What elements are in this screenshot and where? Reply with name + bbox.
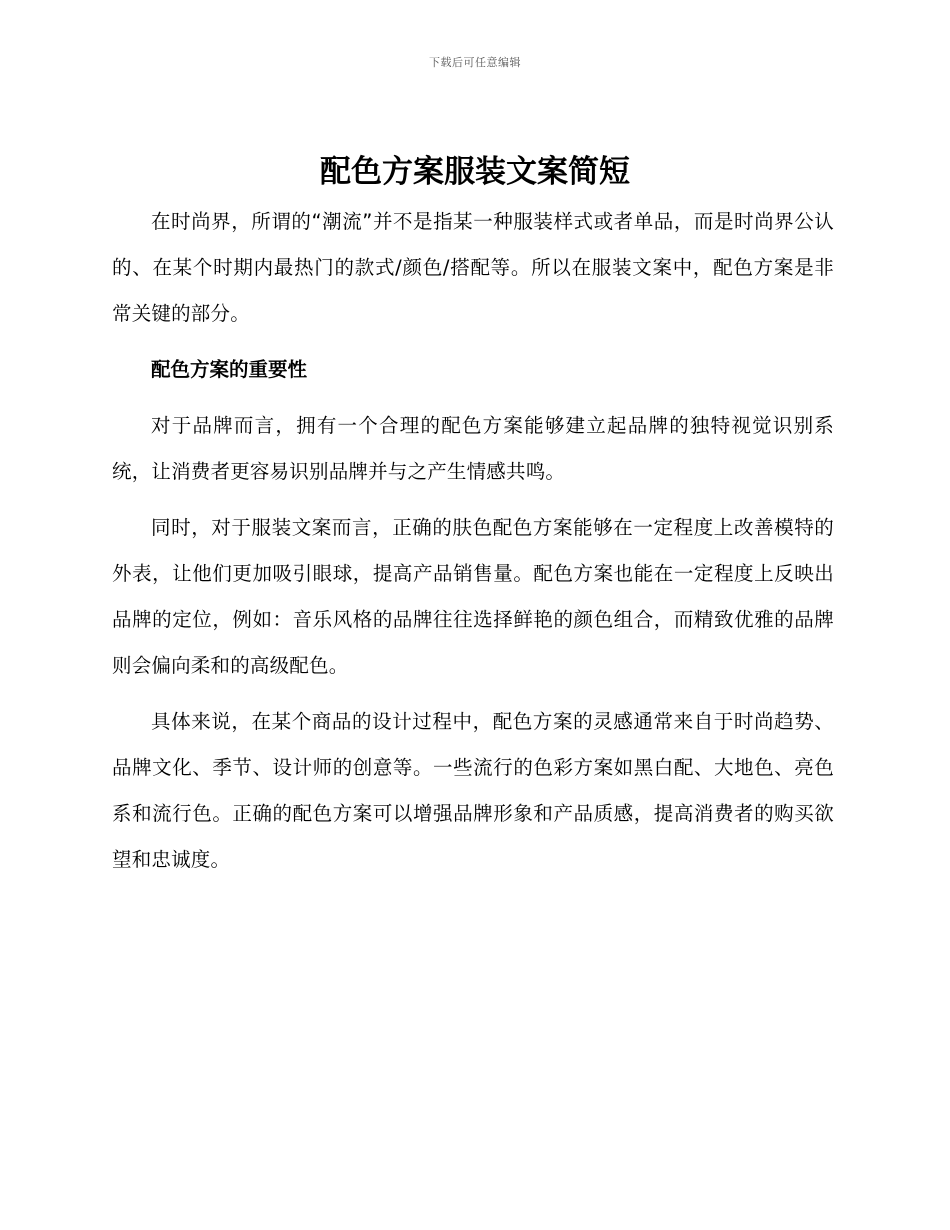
body-paragraph-brand: 对于品牌而言，拥有一个合理的配色方案能够建立起品牌的独特视觉识别系统，让消费者更容易识别品牌并与之产生情感共鸣。 bbox=[112, 414, 834, 483]
document-title: 配色方案服装文案简短 bbox=[320, 154, 630, 190]
body-paragraph-copy: 同时，对于服装文案而言，正确的肤色配色方案能够在一定程度上改善模特的外表，让他们更加吸引眼球，提高产品销售量。配色方案也能在一定程度上反映出品牌的定位，例如：音乐风格的品牌往往选择鲜艳的颜色组合，而精致优雅的品牌则会偏向柔和的高级配色。 bbox=[112, 516, 834, 677]
header-note: 下载后可任意编辑 bbox=[429, 56, 521, 69]
intro-paragraph: 在时尚界，所谓的“潮流”并不是指某一种服装样式或者单品，而是时尚界公认的、在某个时期内最热门的款式/颜色/搭配等。所以在服装文案中，配色方案是非常关键的部分。 bbox=[112, 210, 834, 325]
section-heading: 配色方案的重要性 bbox=[151, 358, 308, 381]
body-paragraph-inspiration: 具体来说，在某个商品的设计过程中，配色方案的灵感通常来自于时尚趋势、品牌文化、季节、设计师的创意等。一些流行的色彩方案如黑白配、大地色、亮色系和流行色。正确的配色方案可以增强品牌形象和产品质感，提高消费者的购买欲望和忠诚度。 bbox=[112, 710, 834, 871]
document-body bbox=[112, 199, 834, 883]
